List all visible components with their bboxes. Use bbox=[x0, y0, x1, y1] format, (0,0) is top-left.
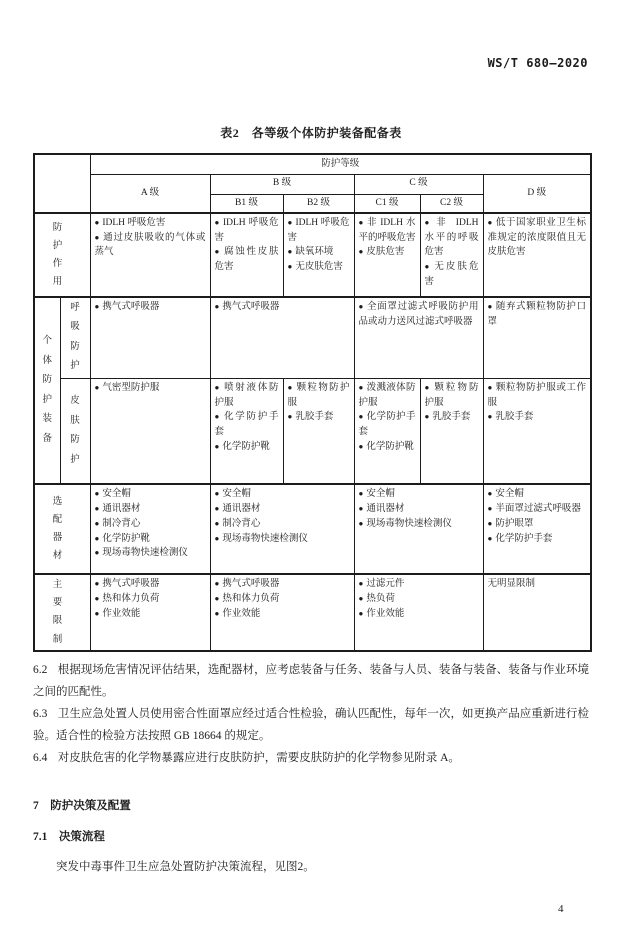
bullet-text: 通讯器材 bbox=[222, 504, 261, 515]
bullet-item bbox=[95, 546, 206, 561]
cell-opt-b bbox=[210, 484, 354, 574]
bullet-icon: ● bbox=[214, 608, 220, 618]
bullet-text: 化学防护手套 bbox=[358, 412, 416, 438]
bullet-item bbox=[215, 577, 350, 592]
bullet-item bbox=[95, 381, 206, 396]
bullet-text: 安全帽 bbox=[222, 489, 251, 500]
bullet-item bbox=[215, 300, 350, 315]
bullet-text: 现场毒物快速检测仪 bbox=[366, 518, 452, 529]
bullet-item bbox=[215, 440, 279, 455]
bullet-item bbox=[488, 300, 587, 329]
bullet-icon: ● bbox=[487, 489, 493, 499]
bullet-text: 皮肤危害 bbox=[366, 247, 405, 258]
cell-resp-d bbox=[483, 297, 591, 378]
bullet-text: 全面罩过滤式呼吸防护用品或动力送风过滤式呼吸器 bbox=[358, 302, 479, 327]
bullet-icon: ● bbox=[214, 382, 222, 392]
bullet-item bbox=[215, 245, 279, 274]
bullet-text: 乳胶手套 bbox=[295, 412, 334, 423]
label-main-limitations: 主要限制 bbox=[34, 574, 90, 650]
bullet-item bbox=[359, 245, 416, 260]
bullet-item bbox=[425, 216, 479, 260]
bullet-icon: ● bbox=[94, 518, 100, 528]
bullet-text: 低于国家职业卫生标准规定的浓度限值且无皮肤危害 bbox=[487, 218, 587, 258]
cell-effect-b2 bbox=[283, 213, 354, 297]
bullet-icon: ● bbox=[424, 218, 434, 227]
bullet-icon: ● bbox=[287, 218, 293, 227]
cell-skin-b1 bbox=[210, 378, 283, 484]
bullet-icon: ● bbox=[94, 218, 100, 227]
cell-opt-a bbox=[90, 484, 210, 574]
bullet-item bbox=[95, 502, 206, 517]
bullet-icon: ● bbox=[487, 518, 493, 528]
bullet-item bbox=[359, 502, 479, 517]
bullet-icon: ● bbox=[214, 218, 220, 227]
bullet-icon: ● bbox=[214, 489, 220, 499]
bullet-item bbox=[425, 260, 479, 289]
bullet-item bbox=[359, 577, 479, 592]
bullet-icon: ● bbox=[487, 382, 493, 392]
bullet-item bbox=[359, 440, 416, 455]
bullet-text: IDLH 呼吸危害 bbox=[102, 218, 166, 228]
clause-number: 6.3 bbox=[33, 707, 48, 720]
bullet-text: 泼溅液体防护服 bbox=[358, 382, 416, 408]
bullet-text: 气密型防护服 bbox=[102, 382, 160, 393]
bullet-text: 颗粒物防护服或工作服 bbox=[487, 382, 586, 408]
document-page bbox=[0, 56, 622, 947]
bullet-text: 制冷背心 bbox=[102, 518, 141, 529]
bullet-text: 热和体力负荷 bbox=[102, 594, 160, 605]
section-number: 7.1 bbox=[33, 830, 48, 843]
bullet-icon: ● bbox=[287, 412, 293, 422]
bullet-item bbox=[95, 532, 206, 547]
bullet-item bbox=[215, 216, 279, 245]
bullet-icon: ● bbox=[94, 489, 100, 499]
clause-6-3 bbox=[33, 703, 589, 747]
bullet-text: 喷射液体防护服 bbox=[214, 382, 279, 408]
bullet-text: IDLH 呼吸危害 bbox=[287, 218, 350, 243]
bullet-item bbox=[359, 381, 416, 410]
clause-text: 卫生应急处置人员使用密合性面罩应经过适合性检验，确认匹配性，每年一次，如更换产品应重新进行检验。适合性的检验方法按照 GB 18664 的规定。 bbox=[33, 707, 589, 742]
bullet-item bbox=[488, 532, 587, 547]
bullet-item bbox=[95, 517, 206, 532]
row-optional-equipment bbox=[34, 484, 591, 574]
bullet-item bbox=[288, 260, 350, 275]
cell-resp-c bbox=[354, 297, 483, 378]
cell-opt-c bbox=[354, 484, 483, 574]
cell-opt-d bbox=[483, 484, 591, 574]
cell-effect-d bbox=[483, 213, 591, 297]
bullet-text: 作业效能 bbox=[222, 608, 261, 619]
bullet-icon: ● bbox=[94, 548, 100, 558]
bullet-item bbox=[215, 502, 350, 517]
row-skin bbox=[34, 378, 591, 484]
bullet-item bbox=[95, 487, 206, 502]
section-7-heading bbox=[33, 797, 589, 813]
table-title: 表2 各等级个体防护装备配备表 bbox=[220, 126, 402, 140]
cell-resp-a bbox=[90, 297, 210, 378]
bullet-item bbox=[215, 607, 350, 622]
label-ppe-group: 个体防护装备 bbox=[34, 297, 60, 484]
bullet-icon: ● bbox=[424, 262, 432, 272]
bullet-item bbox=[288, 245, 350, 260]
header-level-c: C 级 bbox=[354, 174, 483, 194]
cell-skin-a bbox=[90, 378, 210, 484]
bullet-item bbox=[488, 381, 587, 410]
bullet-text: 过滤元件 bbox=[366, 579, 405, 590]
bullet-item bbox=[215, 487, 350, 502]
header-level-b1: B1 级 bbox=[210, 194, 283, 213]
bullet-icon: ● bbox=[214, 579, 220, 589]
bullet-icon: ● bbox=[94, 382, 100, 392]
row-respiratory bbox=[34, 297, 591, 378]
section-title: 决策流程 bbox=[58, 830, 105, 843]
bullet-text: 作业效能 bbox=[366, 608, 405, 619]
bullet-item bbox=[359, 410, 416, 439]
bullet-item bbox=[359, 300, 479, 329]
bullet-item bbox=[488, 517, 587, 532]
bullet-item bbox=[95, 216, 206, 231]
header-level-b: B 级 bbox=[210, 174, 354, 194]
bullet-icon: ● bbox=[358, 608, 364, 618]
bullet-icon: ● bbox=[358, 504, 364, 514]
bullet-icon: ● bbox=[358, 247, 364, 257]
bullet-text: 安全帽 bbox=[366, 489, 395, 500]
bullet-item bbox=[359, 592, 479, 607]
label-respiratory: 呼吸防护 bbox=[60, 297, 90, 378]
bullet-text: IDLH 呼吸危害 bbox=[214, 218, 279, 243]
bullet-text: 通过皮肤吸收的气体或蒸气 bbox=[94, 232, 206, 258]
bullet-text: 颗粒物防护服 bbox=[424, 382, 479, 408]
clause-block bbox=[33, 659, 589, 769]
row-protective-effect bbox=[34, 213, 591, 297]
bullet-item bbox=[95, 300, 206, 315]
bullet-icon: ● bbox=[214, 412, 222, 422]
label-optional-equipment: 选配器材 bbox=[34, 484, 90, 574]
bullet-text: 现场毒物快速检测仪 bbox=[102, 548, 188, 559]
page-number: 4 bbox=[558, 903, 564, 915]
corner-cell bbox=[34, 154, 90, 213]
header-level-a: A 级 bbox=[90, 174, 210, 213]
bullet-icon: ● bbox=[94, 302, 100, 311]
bullet-text: 安全帽 bbox=[495, 489, 524, 500]
bullet-text: 化学防护手套 bbox=[214, 412, 279, 438]
bullet-icon: ● bbox=[358, 489, 364, 499]
bullet-text: 携气式呼吸器 bbox=[102, 302, 160, 312]
bullet-item bbox=[288, 216, 350, 245]
clause-text: 根据现场危害情况评估结果，选配器材，应考虑装备与任务、装备与人员、装备与装备、装备与作业环境之间的匹配性。 bbox=[33, 663, 589, 698]
bullet-item bbox=[359, 517, 479, 532]
bullet-icon: ● bbox=[358, 412, 364, 422]
header-level-c1: C1 级 bbox=[354, 194, 420, 213]
bullet-item bbox=[95, 231, 206, 260]
cell-skin-b2 bbox=[283, 378, 354, 484]
bullet-text: 通讯器材 bbox=[366, 504, 405, 515]
bullet-text: 制冷背心 bbox=[222, 518, 261, 529]
label-skin: 皮肤防护 bbox=[60, 378, 90, 484]
cell-skin-d bbox=[483, 378, 591, 484]
bullet-item bbox=[359, 216, 416, 245]
header-level-b2: B2 级 bbox=[283, 194, 354, 213]
bullet-text: 防护眼罩 bbox=[495, 518, 534, 529]
header-level-d: D 级 bbox=[483, 174, 591, 213]
bullet-item bbox=[95, 592, 206, 607]
bullet-text: 无皮肤危害 bbox=[295, 262, 343, 273]
bullet-icon: ● bbox=[487, 412, 493, 422]
bullet-text: 携气式呼吸器 bbox=[222, 302, 280, 312]
bullet-item bbox=[488, 502, 587, 517]
clause-number: 6.4 bbox=[33, 751, 48, 764]
cell-resp-b bbox=[210, 297, 354, 378]
bullet-item bbox=[488, 216, 587, 260]
clause-6-2 bbox=[33, 659, 589, 703]
bullet-text: 化学防护手套 bbox=[495, 533, 553, 544]
bullet-text: 腐蚀性皮肤危害 bbox=[214, 247, 279, 273]
clause-6-4 bbox=[33, 747, 589, 769]
bullet-text: 现场毒物快速检测仪 bbox=[222, 533, 308, 544]
bullet-text: 通讯器材 bbox=[102, 504, 141, 515]
cell-limit-d: 无明显限制 bbox=[483, 574, 591, 650]
bullet-icon: ● bbox=[214, 247, 222, 257]
bullet-item bbox=[215, 532, 350, 547]
bullet-text: 化学防护靴 bbox=[366, 441, 414, 452]
cell-limit-c bbox=[354, 574, 483, 650]
bullet-text: 无皮肤危害 bbox=[424, 262, 479, 287]
cell-effect-b1 bbox=[210, 213, 283, 297]
label-protective-effect: 防护作用 bbox=[34, 213, 90, 297]
bullet-icon: ● bbox=[358, 579, 364, 589]
bullet-text: 热和体力负荷 bbox=[222, 594, 280, 605]
bullet-text: 随弃式颗粒物防护口罩 bbox=[487, 302, 586, 327]
bullet-item bbox=[95, 607, 206, 622]
bullet-item bbox=[288, 381, 350, 410]
bullet-item bbox=[359, 487, 479, 502]
bullet-icon: ● bbox=[214, 533, 220, 543]
bullet-icon: ● bbox=[214, 518, 220, 528]
row-main-limitations bbox=[34, 574, 591, 650]
cell-limit-a bbox=[90, 574, 210, 650]
bullet-icon: ● bbox=[358, 218, 365, 227]
bullet-icon: ● bbox=[94, 579, 100, 589]
header-level-c2: C2 级 bbox=[420, 194, 483, 213]
bullet-icon: ● bbox=[358, 441, 364, 451]
cell-skin-c1 bbox=[354, 378, 420, 484]
bullet-text: 化学防护靴 bbox=[102, 533, 150, 544]
section-7-1-body: 突发中毒事件卫生应急处置防护决策流程，见图2。 bbox=[56, 860, 315, 873]
bullet-text: 携气式呼吸器 bbox=[102, 579, 160, 590]
bullet-item bbox=[488, 410, 587, 425]
bullet-icon: ● bbox=[358, 382, 364, 392]
bullet-text: 缺氧环境 bbox=[295, 247, 334, 258]
bullet-icon: ● bbox=[214, 594, 220, 604]
cell-limit-b bbox=[210, 574, 354, 650]
bullet-item bbox=[425, 410, 479, 425]
section-title: 防护决策及配置 bbox=[50, 799, 131, 812]
bullet-icon: ● bbox=[487, 504, 493, 514]
bullet-icon: ● bbox=[287, 247, 293, 257]
equipment-table bbox=[33, 153, 592, 652]
bullet-text: 半面罩过滤式呼吸器 bbox=[495, 504, 581, 515]
bullet-icon: ● bbox=[214, 504, 220, 514]
bullet-icon: ● bbox=[424, 412, 430, 422]
bullet-item bbox=[95, 577, 206, 592]
section-number: 7 bbox=[33, 799, 39, 812]
header-protection-level: 防护等级 bbox=[90, 154, 591, 174]
bullet-text: 非 IDLH 水平的呼吸危害 bbox=[358, 218, 416, 243]
bullet-icon: ● bbox=[214, 441, 220, 451]
bullet-icon: ● bbox=[94, 533, 100, 543]
doc-number: WS/T 680—2020 bbox=[487, 56, 588, 70]
bullet-icon: ● bbox=[358, 594, 364, 604]
bullet-icon: ● bbox=[214, 302, 220, 311]
bullet-icon: ● bbox=[94, 232, 101, 242]
bullet-item bbox=[215, 410, 279, 439]
bullet-icon: ● bbox=[424, 382, 432, 392]
bullet-icon: ● bbox=[94, 504, 100, 514]
bullet-item bbox=[215, 592, 350, 607]
bullet-item bbox=[215, 381, 279, 410]
bullet-item bbox=[359, 607, 479, 622]
bullet-item bbox=[215, 517, 350, 532]
bullet-text: 作业效能 bbox=[102, 608, 141, 619]
bullet-text: 颗粒物防护服 bbox=[287, 382, 350, 408]
bullet-icon: ● bbox=[358, 302, 365, 311]
clause-number: 6.2 bbox=[33, 663, 48, 676]
cell-effect-c2 bbox=[420, 213, 483, 297]
bullet-text: 安全帽 bbox=[102, 489, 131, 500]
bullet-text: 热负荷 bbox=[366, 594, 395, 605]
bullet-icon: ● bbox=[287, 382, 294, 392]
bullet-text: 携气式呼吸器 bbox=[222, 579, 280, 590]
bullet-icon: ● bbox=[487, 302, 493, 311]
bullet-item bbox=[425, 381, 479, 410]
bullet-text: 乳胶手套 bbox=[495, 412, 534, 423]
bullet-icon: ● bbox=[487, 218, 493, 227]
bullet-icon: ● bbox=[358, 518, 364, 528]
bullet-icon: ● bbox=[94, 608, 100, 618]
bullet-icon: ● bbox=[94, 594, 100, 604]
cell-effect-c1 bbox=[354, 213, 420, 297]
clause-text: 对皮肤危害的化学物暴露应进行皮肤防护，需要皮肤防护的化学物参见附录 A。 bbox=[57, 751, 460, 764]
bullet-text: 化学防护靴 bbox=[222, 441, 270, 452]
bullet-item bbox=[288, 410, 350, 425]
bullet-text: 乳胶手套 bbox=[432, 412, 471, 423]
cell-effect-a bbox=[90, 213, 210, 297]
bullet-item bbox=[488, 487, 587, 502]
bullet-icon: ● bbox=[287, 262, 293, 272]
cell-skin-c2 bbox=[420, 378, 483, 484]
bullet-icon: ● bbox=[487, 533, 493, 543]
section-7-1-heading bbox=[33, 828, 589, 844]
bullet-text: 非 IDLH 水平的呼吸危害 bbox=[424, 218, 479, 258]
